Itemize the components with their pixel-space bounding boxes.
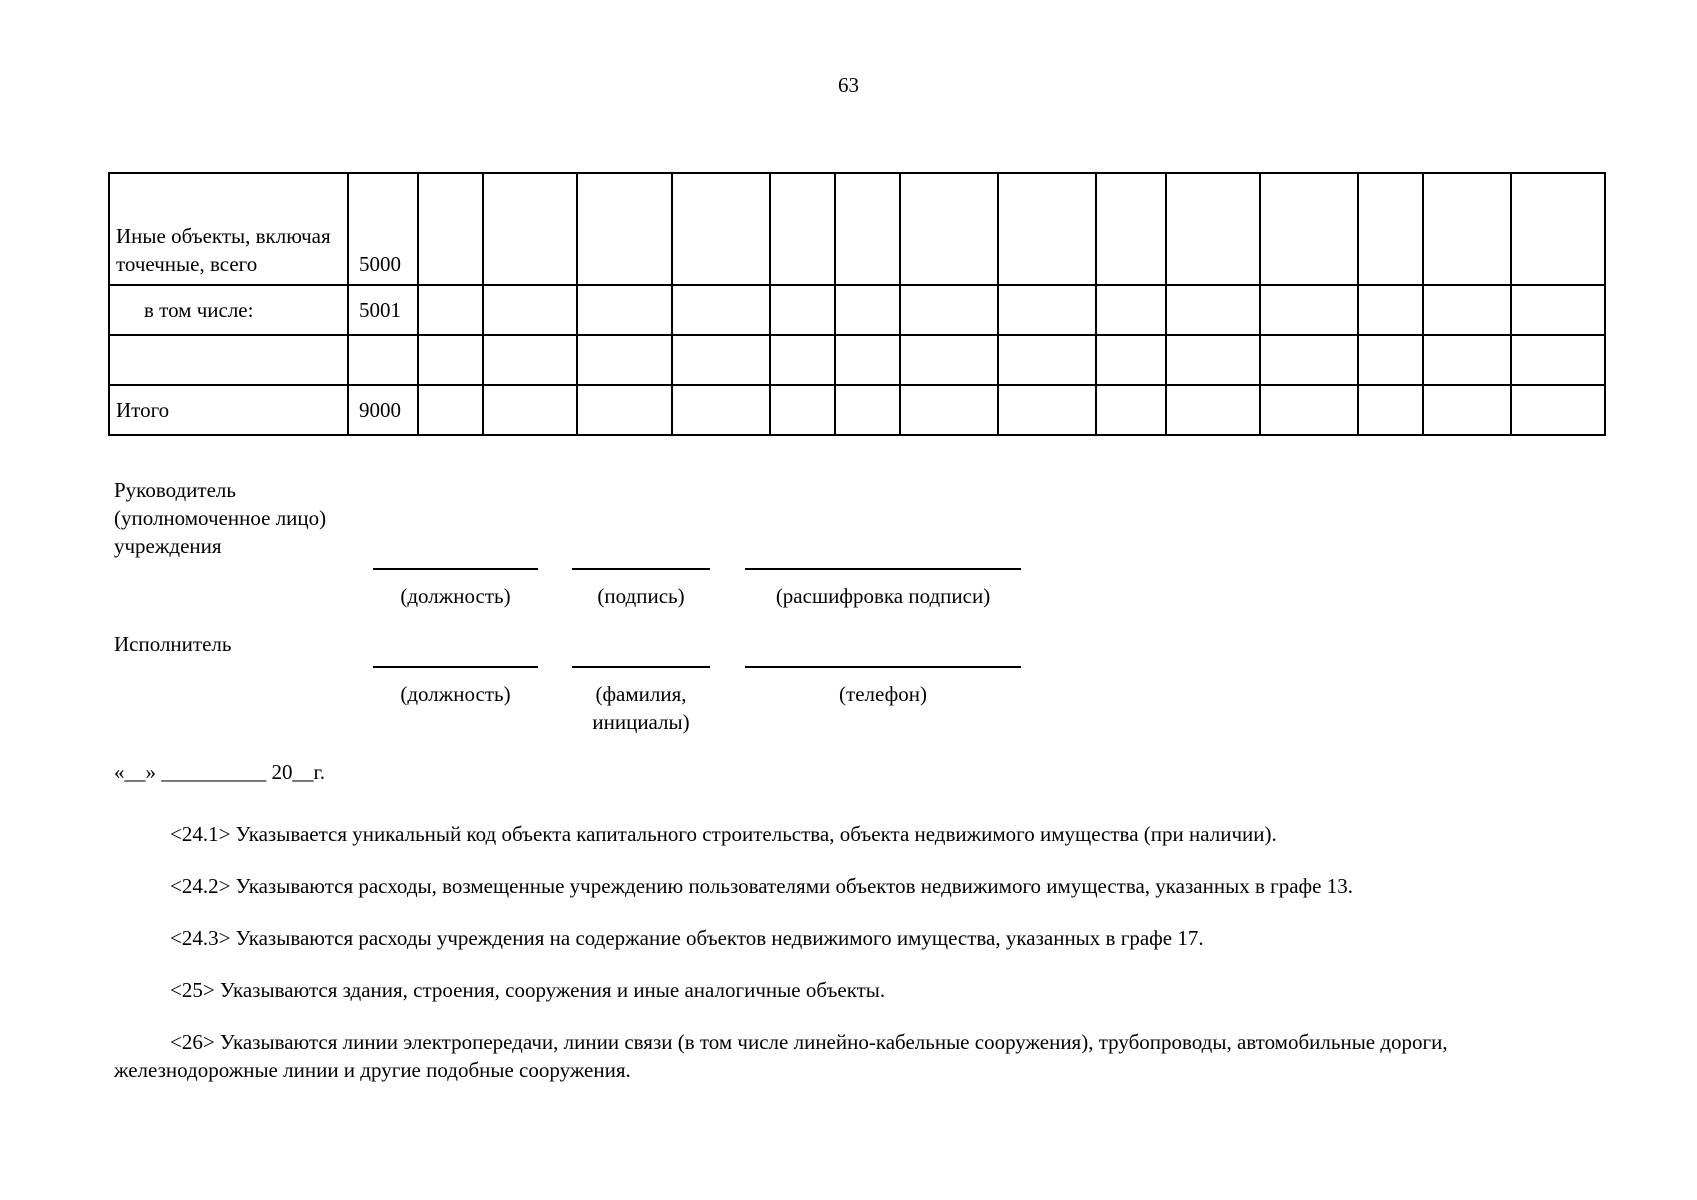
table-cell[interactable] xyxy=(1423,385,1511,435)
head-caption-decoding: (расшифровка подписи) xyxy=(775,584,991,608)
row-code: 9000 xyxy=(348,385,418,435)
table-row xyxy=(109,285,1605,335)
table-cell[interactable] xyxy=(672,335,770,385)
row-label: в том числе: xyxy=(109,285,348,335)
table-row xyxy=(109,385,1605,435)
head-position-line[interactable] xyxy=(373,568,538,570)
table-cell[interactable] xyxy=(483,173,577,285)
table-cell[interactable] xyxy=(1166,385,1260,435)
table-cell[interactable] xyxy=(835,285,900,335)
executor-phone-line[interactable] xyxy=(745,666,1021,668)
table-cell[interactable] xyxy=(770,173,835,285)
table-cell[interactable] xyxy=(1358,173,1423,285)
table-cell[interactable] xyxy=(672,385,770,435)
table-cell[interactable] xyxy=(577,335,672,385)
table-cell[interactable] xyxy=(998,285,1096,335)
table-cell[interactable] xyxy=(900,335,998,385)
table-cell[interactable] xyxy=(835,385,900,435)
row-label: Иные объекты, включая точечные, всего xyxy=(109,173,348,285)
row-code: 5001 xyxy=(348,285,418,335)
table-cell[interactable] xyxy=(1423,173,1511,285)
executor-caption-position: (должность) xyxy=(400,682,511,706)
table-cell[interactable] xyxy=(483,285,577,335)
executor-position-line[interactable] xyxy=(373,666,538,668)
table-cell[interactable] xyxy=(1260,335,1358,385)
table-cell[interactable] xyxy=(1096,385,1166,435)
table-cell[interactable] xyxy=(1358,285,1423,335)
table-cell[interactable] xyxy=(1260,173,1358,285)
table-cell[interactable] xyxy=(1166,285,1260,335)
table-cell[interactable] xyxy=(577,285,672,335)
table-cell[interactable] xyxy=(998,335,1096,385)
table-cell[interactable] xyxy=(483,385,577,435)
page-number: 63 xyxy=(838,73,859,97)
table-cell[interactable] xyxy=(770,335,835,385)
table-cell[interactable] xyxy=(577,385,672,435)
table-cell[interactable] xyxy=(900,173,998,285)
table-cell[interactable] xyxy=(1166,335,1260,385)
table-cell[interactable] xyxy=(1096,285,1166,335)
footnote-25: <25> Указываются здания, строения, сооружения и иные аналогичные объекты. xyxy=(170,978,886,1002)
footnote-24-2: <24.2> Указываются расходы, возмещенные учреждению пользователями объектов недвижимого имущества, указанных в графе 13. xyxy=(170,874,1353,898)
table-cell[interactable] xyxy=(900,285,998,335)
table-cell[interactable] xyxy=(1511,335,1605,385)
head-signature-line[interactable] xyxy=(572,568,710,570)
row-code: 5000 xyxy=(348,173,418,285)
table-cell[interactable] xyxy=(1166,173,1260,285)
table-cell[interactable] xyxy=(1096,173,1166,285)
row-label[interactable] xyxy=(109,335,348,385)
footnote-24-3: <24.3> Указываются расходы учреждения на содержание объектов недвижимого имущества, указанных в графе 17. xyxy=(170,926,1204,950)
row-label: Итого xyxy=(109,385,348,435)
footnote-26: <26> Указываются линии электропередачи, линии связи (в том числе линейно-кабельные сооружения), трубопроводы, автомобильные дороги, железнодорожные линии и другие подобные сооружения. xyxy=(114,1030,1448,1082)
table-cell[interactable] xyxy=(418,385,483,435)
row-code[interactable] xyxy=(348,335,418,385)
head-decoding-line[interactable] xyxy=(745,568,1021,570)
head-caption-position: (должность) xyxy=(400,584,511,608)
table-cell[interactable] xyxy=(418,335,483,385)
executor-caption-phone: (телефон) xyxy=(839,682,927,706)
table-cell[interactable] xyxy=(577,173,672,285)
table-row xyxy=(109,335,1605,385)
table-cell[interactable] xyxy=(998,173,1096,285)
table-cell[interactable] xyxy=(483,335,577,385)
table-cell[interactable] xyxy=(1423,285,1511,335)
table-cell[interactable] xyxy=(1511,173,1605,285)
table-cell[interactable] xyxy=(418,285,483,335)
table-cell[interactable] xyxy=(900,385,998,435)
footnote-24-1: <24.1> Указывается уникальный код объекта капитального строительства, объекта недвижимого имущества (при наличии). xyxy=(170,822,1277,846)
executor-label: Исполнитель xyxy=(114,632,232,656)
table-cell[interactable] xyxy=(1260,385,1358,435)
table-cell[interactable] xyxy=(835,335,900,385)
table-cell[interactable] xyxy=(998,385,1096,435)
table-cell[interactable] xyxy=(1358,335,1423,385)
table-cell[interactable] xyxy=(835,173,900,285)
table-cell[interactable] xyxy=(672,285,770,335)
head-label: Руководитель (уполномоченное лицо) учреждения xyxy=(114,478,327,558)
date-line: «__» __________ 20__г. xyxy=(114,760,325,784)
executor-name-line[interactable] xyxy=(572,666,710,668)
table-cell[interactable] xyxy=(1096,335,1166,385)
table-cell[interactable] xyxy=(1358,385,1423,435)
table-cell[interactable] xyxy=(1511,285,1605,335)
table-row xyxy=(109,173,1605,285)
table-cell[interactable] xyxy=(672,173,770,285)
table-cell[interactable] xyxy=(770,385,835,435)
table-cell[interactable] xyxy=(1423,335,1511,385)
table-cell[interactable] xyxy=(418,173,483,285)
table-cell[interactable] xyxy=(1260,285,1358,335)
table-cell[interactable] xyxy=(1511,385,1605,435)
executor-caption-name: (фамилия, инициалы) xyxy=(592,682,690,734)
report-table xyxy=(108,172,1606,436)
head-caption-signature: (подпись) xyxy=(597,584,685,608)
table-cell[interactable] xyxy=(770,285,835,335)
